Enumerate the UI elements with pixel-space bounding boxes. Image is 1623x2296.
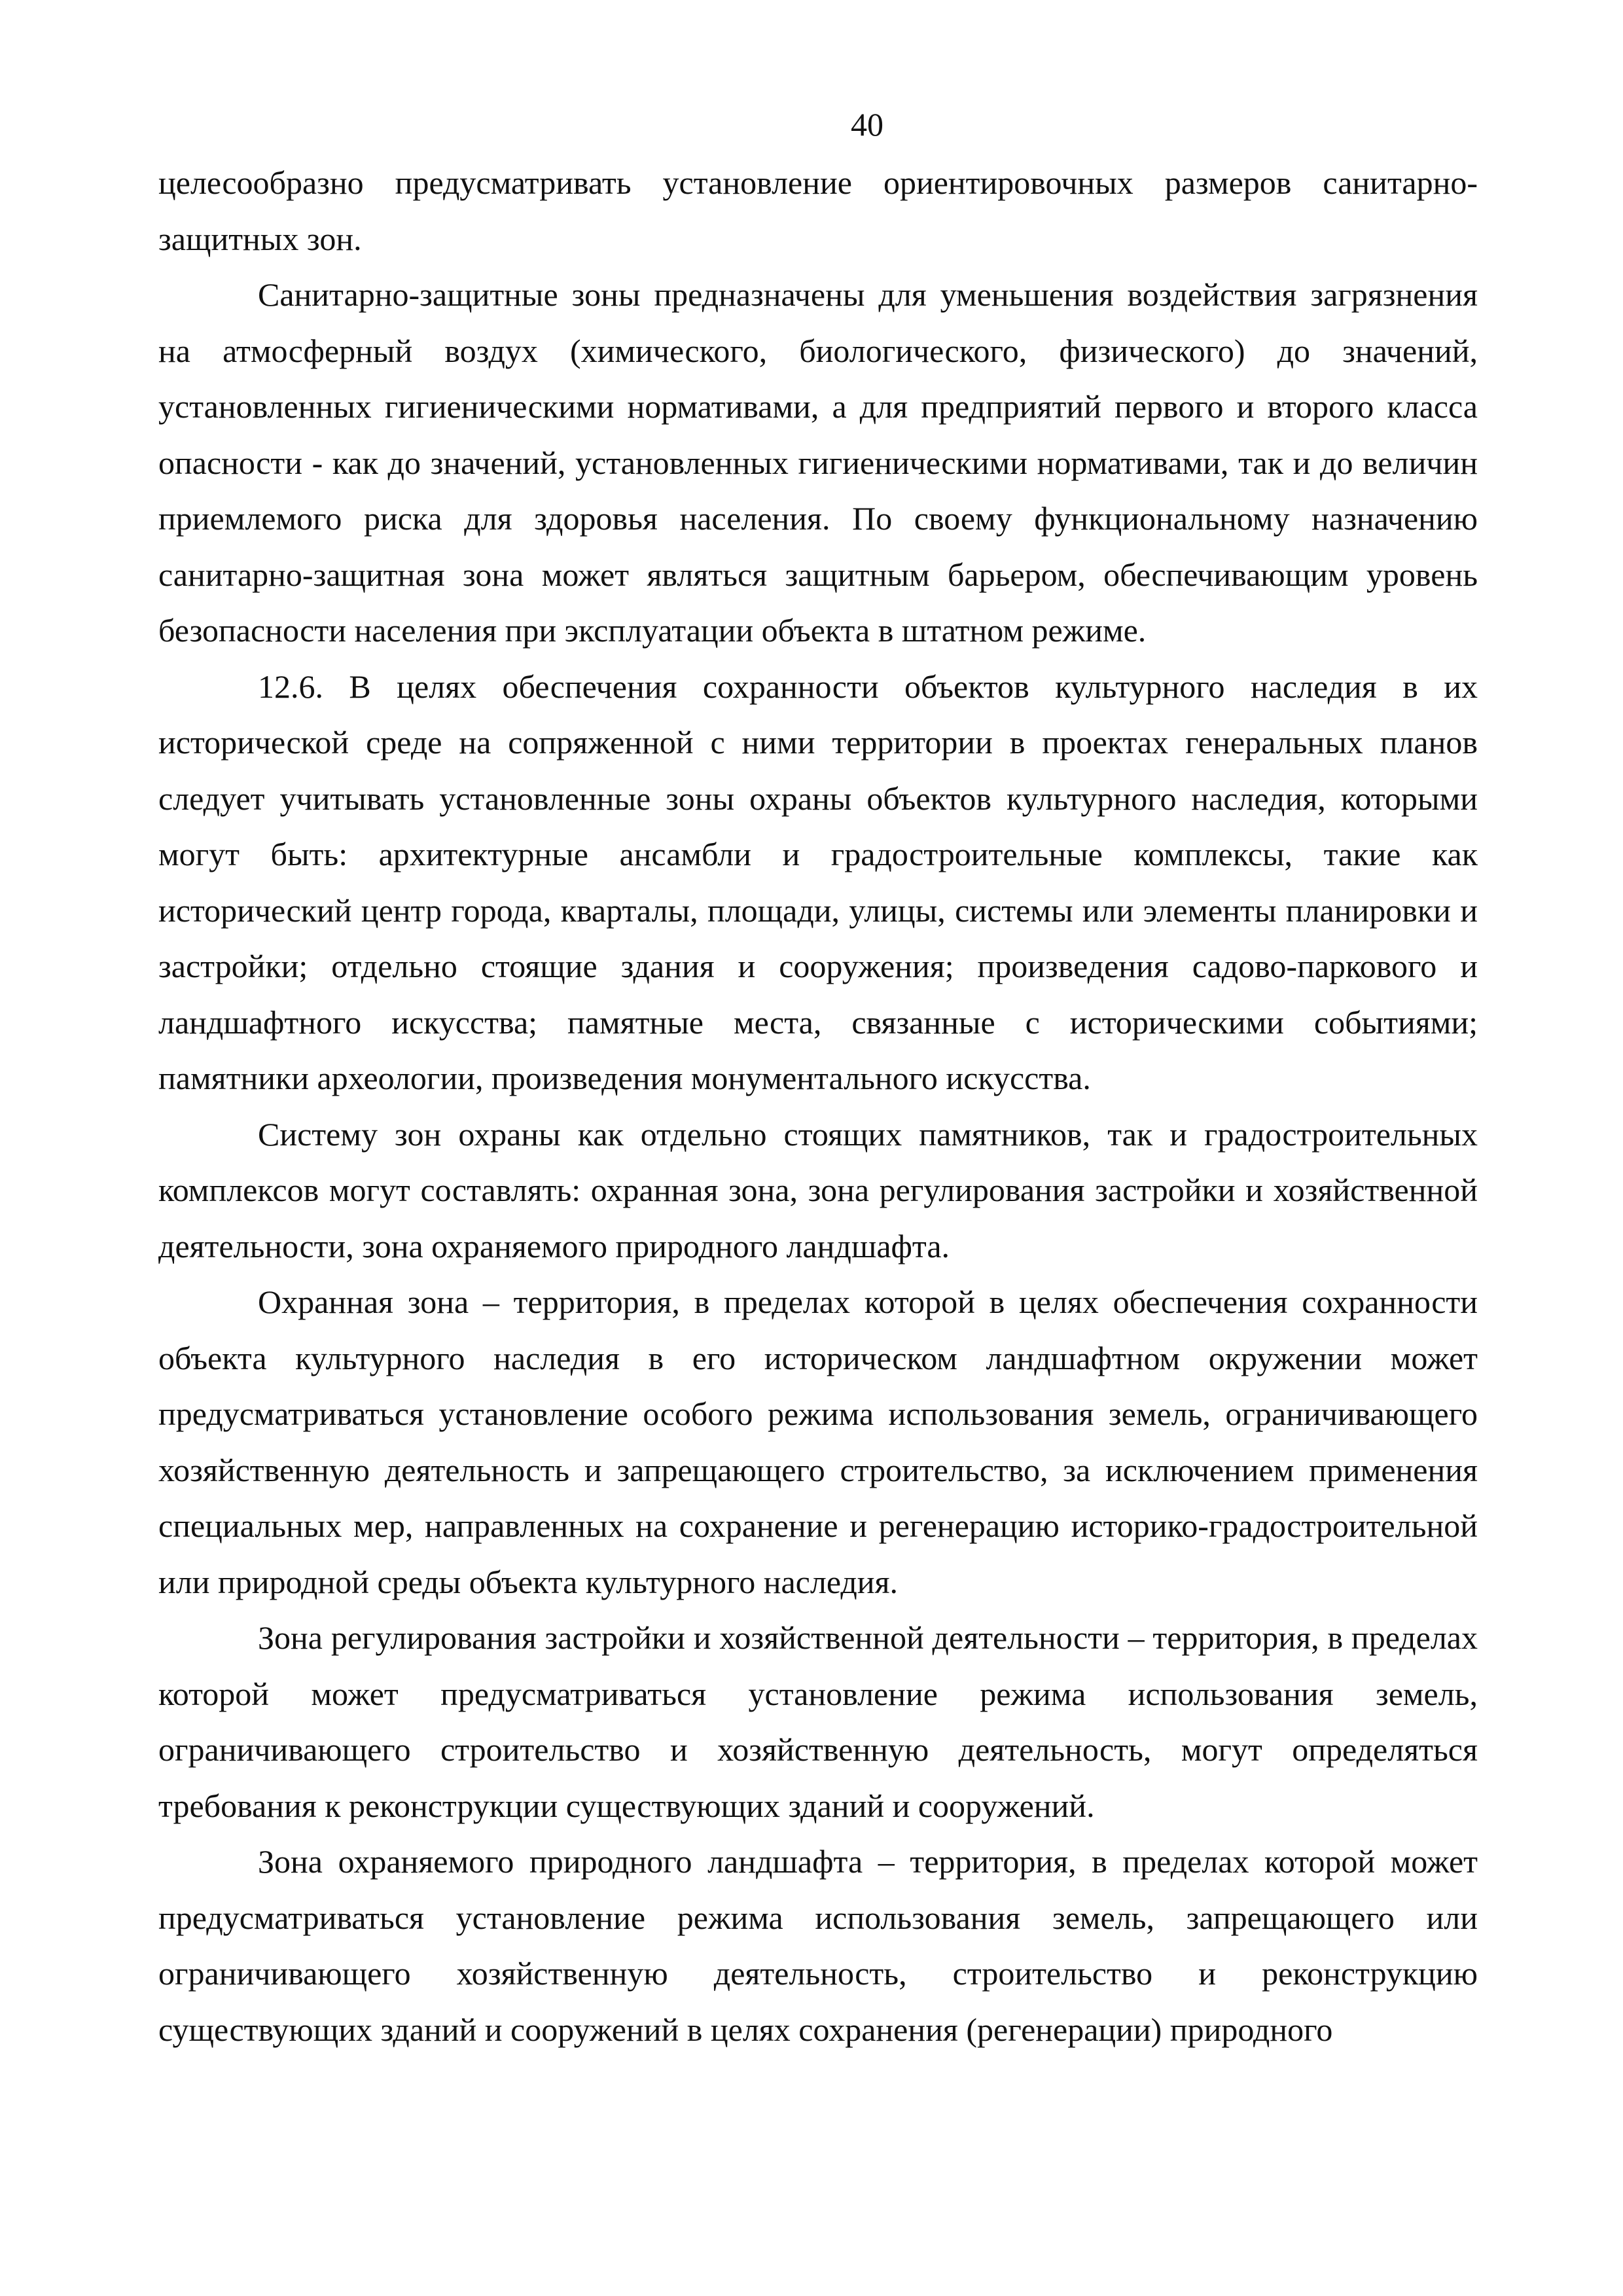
paragraph-sanitary-zones: Санитарно-защитные зоны предназначены для уменьшения воздействия загрязнения на атмосферный воздух (химического, биологического, физического) до значений, установленных гигиеническими нормативами, а для предприятий первого и второго класса опасности - как до значений, установленных гигиеническими нормативами, так и до величин приемлемого риска для здоровья населения. По своему функциональному назначению санитарно-защитная зона может являться защитным барьером, обеспечивающим уровень безопасности населения при эксплуатации объекта в штатном режиме. [158, 276, 1478, 649]
page-number: 40 [851, 106, 883, 143]
paragraph-landscape-zone: Зона охраняемого природного ландшафта – территория, в пределах которой может предусматриваться установление режима использования земель, запрещающего или ограничивающего хозяйственную деятельность, строительство и реконструкцию существующих зданий и сооружений в целях сохранения (регенерации) природного [158, 1843, 1478, 2048]
document-body [158, 155, 1478, 2058]
paragraph-continuation: целесообразно предусматривать установление ориентировочных размеров санитарно-защитных зон. [158, 164, 1478, 257]
paragraph-regulation-zone: Зона регулирования застройки и хозяйственной деятельности – территория, в пределах которой может предусматриваться установление режима использования земель, ограничивающего строительство и хозяйственную деятельность, могут определяться требования к реконструкции существующих зданий и сооружений. [158, 1619, 1478, 1824]
paragraph-zone-system: Систему зон охраны как отдельно стоящих памятников, так и градостроительных комплексов могут составлять: охранная зона, зона регулирования застройки и хозяйственной деятельности, зона охраняемого природного ландшафта. [158, 1115, 1478, 1265]
paragraph-12-6: 12.6. В целях обеспечения сохранности объектов культурного наследия в их исторической среде на сопряженной с ними территории в проектах генеральных планов следует учитывать установленные зоны охраны объектов культурного наследия, которыми могут быть: архитектурные ансамбли и градостроительные комплексы, такие как исторический центр города, кварталы, площади, улицы, системы или элементы планировки и застройки; отдельно стоящие здания и сооружения; произведения садово-паркового и ландшафтного искусства; памятные места, связанные с историческими событиями; памятники археологии, произведения монументального искусства. [158, 668, 1478, 1096]
paragraph-protected-zone: Охранная зона – территория, в пределах которой в целях обеспечения сохранности объекта культурного наследия в его историческом ландшафтном окружении может предусматриваться установление особого режима использования земель, ограничивающего хозяйственную деятельность и запрещающего строительство, за исключением применения специальных мер, направленных на сохранение и регенерацию историко-градостроительной или природной среды объекта культурного наследия. [158, 1283, 1478, 1600]
